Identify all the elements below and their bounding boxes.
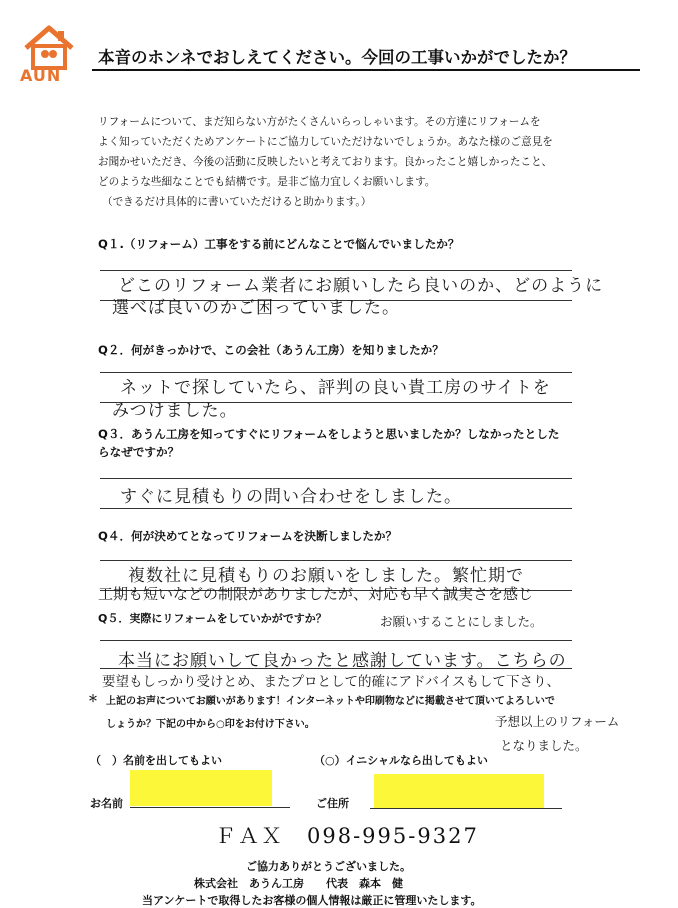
address-field-line: [370, 808, 562, 809]
question-4-answer-line: お願いすることにしました。: [380, 614, 543, 629]
question-1-answer-line: どこのリフォーム業者にお願いしたら良いのか、どのように: [118, 276, 604, 296]
intro-line: どのような些細なことでも結構です。是非ご協力宜しくお願いします。: [98, 176, 436, 188]
question-2-answer-line: みつけました。: [112, 401, 238, 421]
option-initial-ok[interactable]: （○）イニシャルなら出してもよい: [314, 754, 488, 767]
question-5-label: Q５．実際にリフォームをしていかがですか？: [98, 612, 327, 625]
house-logo-icon: [18, 22, 80, 72]
answer-line: [100, 478, 572, 479]
intro-line: リフォームについて、まだ知らない方がたくさんいらっしゃいます。その方達にリフォームを: [98, 116, 541, 128]
question-4-label: Q４．何が決めてとなってリフォームを決断しましたか？: [98, 529, 398, 543]
name-redaction: [130, 770, 272, 806]
question-3-label: Q３．あうん工房を知ってすぐにリフォームをしようと思いましたか？しなかったとした: [98, 427, 560, 441]
company-info: 株式会社 あうん工房 代表 森本 健: [194, 877, 403, 890]
name-field-line: [130, 807, 290, 808]
option-name-ok[interactable]: （ ）名前を出してもよい: [90, 754, 222, 767]
title-underline: [92, 69, 640, 71]
intro-line: よく知っていただくためアンケートにご協力していただけないでしょうか。あなた様のご意見を: [98, 136, 553, 148]
publication-note: 上記のお声についてお願いがあります！インターネットや印刷物などに掲載させて頂いてよろしいで: [106, 696, 555, 707]
question-5-answer-line: 本当にお願いして良かったと感謝しています。こちらの: [118, 651, 567, 671]
question-4-answer-line: 工期も短いなどの制限がありましたが、対応も早く誠実さを感じ: [98, 585, 534, 603]
question-2-label: Q２．何がきっかけで、この会社（あうん工房）を知りましたか？: [98, 343, 444, 357]
fax-number: ＦＡＸ 098-995-9327: [215, 824, 479, 848]
question-5-answer-line: となりました。: [500, 738, 588, 753]
publication-note: しょうか？下記の中から○印をお付け下さい。: [106, 719, 315, 730]
question-3-label-cont: らなぜですか？: [98, 445, 180, 459]
name-label: お名前: [90, 797, 123, 810]
asterisk-icon: ＊: [88, 694, 98, 705]
page-title: 本音のホンネでおしえてください。今回の工事いかがでしたか？: [98, 48, 577, 67]
question-1-answer-line: 選べば良いのかご困っていました。: [112, 298, 400, 318]
intro-text: [98, 112, 618, 212]
answer-line: [100, 508, 572, 509]
question-3-answer-line: すぐに見積もりの問い合わせをしました。: [120, 487, 462, 507]
privacy-note: 当アンケートで取得したお客様の個人情報は厳正に管理いたします。: [142, 894, 482, 907]
address-label: ご住所: [316, 797, 349, 810]
logo-text: AUN: [20, 66, 62, 85]
address-redaction: [374, 774, 544, 808]
question-2-answer-line: ネットで探していたら、評判の良い貴工房のサイトを: [120, 378, 551, 398]
intro-line: お聞かせいただき、今後の活動に反映したいと考えております。良かったこと嬉しかったこと、: [98, 156, 553, 168]
question-5-answer-line: 要望もしっかり受けとめ、またプロとして的確にアドバイスもして下さり、: [102, 674, 561, 690]
intro-line: （できるだけ具体的に書いていただけると助かります。）: [102, 196, 372, 208]
thanks-text: ご協力ありがとうございました。: [246, 860, 411, 873]
question-4-answer-line: 複数社に見積もりのお願いをしました。繁忙期で: [128, 566, 524, 586]
answer-line: [100, 640, 572, 641]
question-1-label: Q１.（リフォーム）工事をする前にどんなことで悩んでいましたか？: [98, 237, 460, 251]
question-5-answer-line: 予想以上のリフォーム: [495, 714, 620, 729]
